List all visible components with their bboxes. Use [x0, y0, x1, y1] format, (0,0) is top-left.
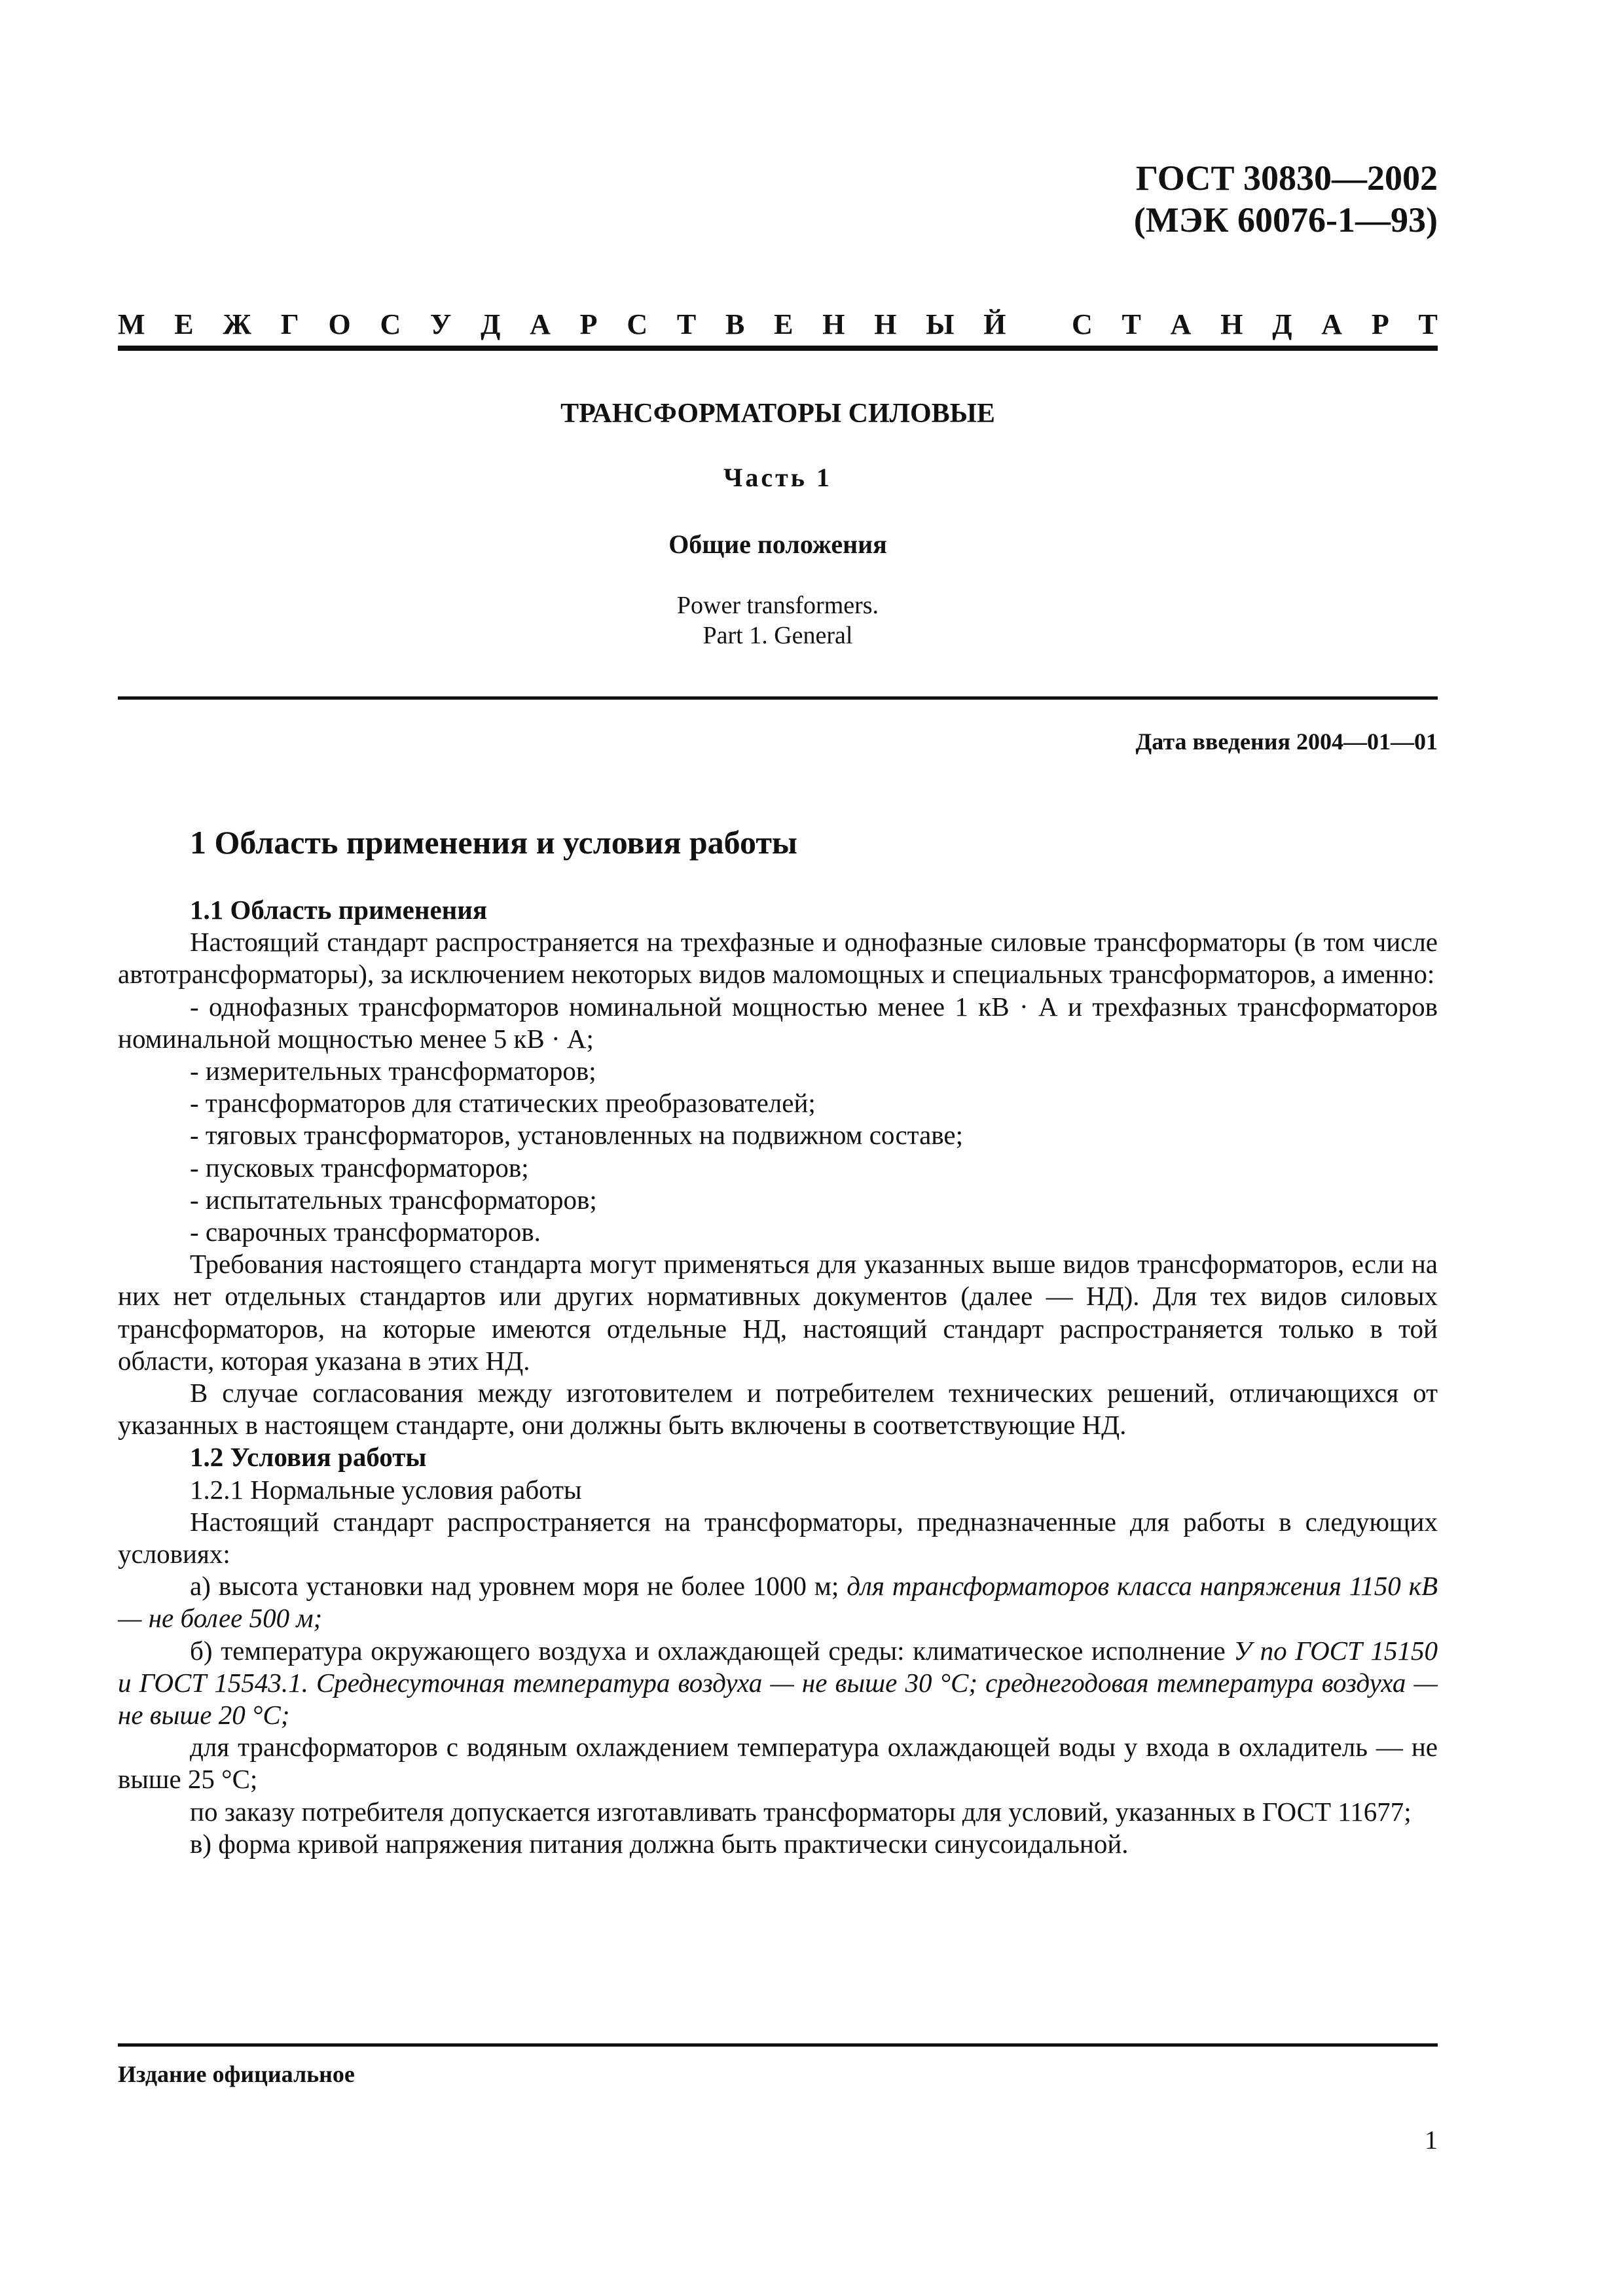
list-item: - пусковых трансформаторов;	[190, 1152, 529, 1183]
list-item: - однофазных трансформаторов номинальной мощностью менее 1 кВ · А и трехфазных трансформаторов номинальной мощностью менее 5 кВ · А;	[118, 991, 1438, 1054]
paragraph: В случае согласования между изготовителем и потребителем технических решений, отличающихся от указанных в настоящем стандарте, они должны быть включены в соответствующие НД.	[118, 1378, 1438, 1441]
label-letter: С	[627, 308, 648, 340]
paragraph: по заказу потребителя допускается изготавливать трансформаторы для условий, указанных в ГОСТ 11677;	[190, 1796, 1412, 1827]
label-letter: С	[380, 308, 401, 340]
label-letter: Ж	[223, 308, 251, 340]
section-heading: 1 Область применения и условия работы	[190, 824, 797, 861]
condition-b-text: б) температура окружающего воздуха и охлаждающей среды: климатическое исполнение	[190, 1635, 1226, 1666]
label-letter: Ы	[926, 308, 955, 340]
part-label: Часть 1	[723, 463, 832, 492]
label-letter: Т	[1418, 308, 1438, 340]
title-rule	[118, 696, 1438, 700]
label-letter: Т	[1122, 308, 1141, 340]
edition-label: Издание официальное	[118, 2061, 355, 2087]
document-title: ТРАНСФОРМАТОРЫ СИЛОВЫЕ	[560, 399, 995, 429]
label-letter: Д	[481, 308, 501, 340]
paragraph: Настоящий стандарт распространяется на трехфазные и однофазные силовые трансформаторы (в том числе автотрансформаторы), за исключением некоторых видов маломощных и специальных трансформаторов, а именно:	[118, 927, 1438, 990]
page-number: 1	[1425, 2125, 1438, 2155]
label-letter: О	[328, 308, 351, 340]
paragraph: Требования настоящего стандарта могут применяться для указанных выше видов трансформаторов, если на них нет отдельных стандартов или других нормативных документов (далее — НД). Для тех видов силовых трансформаторов, на которые имеются отдельные НД, настоящий стандарт распространяется только в той области, которая указана в этих НД.	[118, 1249, 1438, 1376]
header-rule	[118, 346, 1438, 351]
paragraph: Настоящий стандарт распространяется на трансформаторы, предназначенные для работы в следующих условиях:	[118, 1506, 1438, 1570]
english-title-line1: Power transformers.	[676, 592, 879, 619]
footer-rule	[118, 2043, 1438, 2047]
label-letter: А	[1170, 308, 1192, 340]
label-letter: У	[430, 308, 452, 340]
standard-number: ГОСТ 30830—2002	[1135, 158, 1438, 198]
label-letter: Р	[1371, 308, 1389, 340]
list-item: - измерительных трансформаторов;	[190, 1056, 596, 1086]
list-item: - тяговых трансформаторов, установленных на подвижном составе;	[190, 1120, 963, 1151]
english-title	[118, 590, 1438, 651]
label-letter: Д	[1272, 308, 1292, 340]
list-item: - испытательных трансформаторов;	[190, 1184, 597, 1215]
subsection-heading-1-1: 1.1 Область применения	[190, 895, 488, 925]
introduction-date: Дата введения 2004—01—01	[1135, 728, 1438, 755]
label-letter: Р	[579, 308, 598, 340]
label-letter: С	[1072, 308, 1093, 340]
label-letter: А	[1321, 308, 1343, 340]
condition-c: в) форма кривой напряжения питания должна быть практически синусоидальной.	[190, 1828, 1129, 1859]
label-letter: М	[118, 308, 145, 340]
label-letter: Т	[676, 308, 697, 340]
condition-a-italic: для трансформаторов класса напряжения 1150 кВ — не более 500 м;	[118, 1571, 1438, 1634]
interstate-standard-label	[118, 308, 1438, 341]
english-title-line2: Part 1. General	[702, 622, 853, 649]
label-letter: Е	[774, 308, 793, 340]
label-letter: Й	[983, 308, 1006, 340]
condition-a	[118, 1570, 1438, 1634]
document-subtitle: Общие положения	[668, 529, 887, 559]
subsection-heading-1-2: 1.2 Условия работы	[190, 1442, 427, 1473]
condition-b-italic: У по ГОСТ 15150 и ГОСТ 15543.1. Среднесуточная температура воздуха — не выше 30 °С; среднегодовая температура воздуха — не выше 20 °С;	[118, 1635, 1438, 1731]
iec-number: (МЭК 60076-1—93)	[1133, 200, 1438, 240]
clause-heading-1-2-1: 1.2.1 Нормальные условия работы	[190, 1474, 582, 1505]
document-body	[118, 894, 1438, 1860]
condition-b	[118, 1635, 1438, 1732]
standard-designation	[1134, 157, 1438, 241]
label-letter: Н	[1220, 308, 1243, 340]
label-letter: Г	[280, 308, 299, 340]
label-letter: Н	[874, 308, 897, 340]
condition-a-text: а) высота установки над уровнем моря не более 1000 м;	[190, 1571, 839, 1602]
label-letter: А	[530, 308, 551, 340]
list-item: - сварочных трансформаторов.	[190, 1217, 541, 1247]
label-letter: В	[725, 308, 745, 340]
paragraph: для трансформаторов с водяным охлаждением температура охлаждающей воды у входа в охладитель — не выше 25 °С;	[118, 1732, 1438, 1795]
label-letter: Н	[822, 308, 845, 340]
list-item: - трансформаторов для статических преобразователей;	[190, 1088, 816, 1119]
label-letter: Е	[174, 308, 194, 340]
label-word-gap	[1035, 308, 1042, 341]
